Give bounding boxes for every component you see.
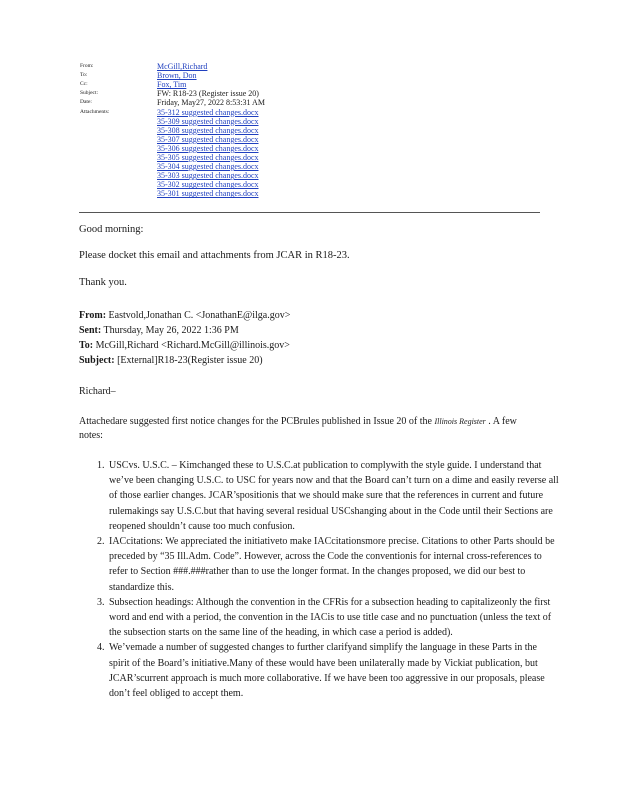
attachment-row	[80, 189, 550, 198]
attachment-link[interactable]: 35-302 suggested changes.docx	[157, 180, 259, 190]
attachment-link[interactable]: 35-305 suggested changes.docx	[157, 152, 259, 162]
sender-link[interactable]: McGill,Richard	[157, 62, 208, 72]
header-label: Date:	[80, 99, 92, 106]
header-row-subject	[80, 89, 550, 98]
header-row-attachments	[80, 107, 550, 116]
list-item: 1. USCvs. U.S.C. – Kimchanged these to U.S.C.at publication to complywith the style guide. I understand that we’ve been changing U.S.C. to USC for years now and that the Board can’t turn on a dime and easily reverse all of those earlier changes. JCAR’spositionis that we should make sure that the references in current and future rulemakings say U.S.C.but that having several residual USCshanging about in the Code until their Sections are reopened shouldn’t cause too much confusion.	[107, 458, 559, 534]
header-label: To:	[80, 72, 88, 79]
intro-paragraph	[79, 415, 539, 443]
attachment-link[interactable]: 35-306 suggested changes.docx	[157, 143, 259, 153]
attachment-row	[80, 117, 550, 126]
notes-list	[79, 458, 559, 701]
header-label: Attachments:	[80, 108, 110, 115]
from-value: Eastvold,Jonathan C. <JonathanE@ilga.gov>	[106, 310, 291, 321]
attachment-link[interactable]: 35-303 suggested changes.docx	[157, 171, 259, 181]
attachment-row	[80, 153, 550, 162]
header-label: Cc:	[80, 81, 88, 88]
list-item: 4. We’vemade a number of suggested changes to further clarifyand simplify the language in these Parts in the spirit of the Board’s initiative.Many of these would have been unilaterally made by Vickiat publication, but JCAR’scurrent approach is much more collaborative. If we have been too aggressive in our proposals, please don’t feel obliged to accept them.	[107, 640, 559, 701]
attachment-row	[80, 162, 550, 171]
journal-title: Illinois Register	[434, 417, 486, 426]
sent-value: Thursday, May 26, 2022 1:36 PM	[101, 325, 239, 336]
salutation: Richard–	[79, 386, 116, 397]
attachment-row	[80, 180, 550, 189]
intro-tail: . A few notes:	[79, 416, 517, 441]
email-header	[80, 62, 550, 198]
to-value: McGill,Richard <Richard.McGill@illinois.gov>	[93, 340, 290, 351]
attachment-link[interactable]: 35-308 suggested changes.docx	[157, 125, 259, 135]
header-row-cc	[80, 80, 550, 89]
recipient-link[interactable]: Brown, Don	[157, 71, 197, 81]
attachment-link[interactable]: 35-301 suggested changes.docx	[157, 189, 259, 199]
header-divider	[79, 212, 540, 213]
header-row-from	[80, 62, 550, 71]
subject-value: [External]R18-23(Register issue 20)	[114, 355, 263, 366]
header-row-to	[80, 71, 550, 80]
list-item: 3. Subsection headings: Although the convention in the CFRis for a subsection heading to capitalizeonly the first word and end with a period, the convention in the IACis to use title case and no punctuation (unless the text of the subsection starts on the same line of the heading, in which case a period is added).	[107, 595, 559, 641]
forwarded-sent	[79, 324, 239, 338]
attachment-row	[80, 135, 550, 144]
attachment-row	[80, 126, 550, 135]
to-label: To:	[79, 340, 94, 351]
attachment-row	[80, 171, 550, 180]
forwarded-from	[79, 309, 290, 323]
header-label: From:	[80, 63, 94, 70]
attachment-link[interactable]: 35-304 suggested changes.docx	[157, 162, 259, 172]
date-value: Friday, May27, 2022 8:53:31 AM	[157, 98, 265, 108]
attachment-link[interactable]: 35-307 suggested changes.docx	[157, 134, 259, 144]
list-item: 2. IACcitations: We appreciated the initiativeto make IACcitationsmore precise. Citations to other Parts should be preceded by “35 Ill.Adm. Code”. However, across the Code the conventionis for internal cross-references to refer to Section ###.###rather than to use the longer format. In the changes proposed, we did our best to standardize this.	[107, 534, 559, 595]
greeting: Good morning:	[79, 224, 144, 235]
header-label: Subject:	[80, 90, 99, 97]
intro-text: Attachedare suggested first notice changes for the PCBrules published in Issue 20 of the	[79, 416, 435, 427]
attachment-link[interactable]: 35-312 suggested changes.docx	[157, 107, 259, 117]
subject-label: Subject:	[79, 355, 115, 366]
sent-label: Sent:	[79, 325, 102, 336]
subject-value: FW: R18-23 (Register issue 20)	[157, 89, 259, 99]
header-row-date	[80, 98, 550, 107]
docket-request: Please docket this email and attachments from JCAR in R18-23.	[79, 250, 350, 261]
forwarded-to	[79, 339, 290, 353]
attachment-link[interactable]: 35-309 suggested changes.docx	[157, 116, 259, 126]
attachment-row	[80, 144, 550, 153]
cc-link[interactable]: Fox, Tim	[157, 80, 187, 90]
from-label: From:	[79, 310, 107, 321]
forwarded-subject	[79, 354, 263, 368]
thanks: Thank you.	[79, 277, 127, 288]
